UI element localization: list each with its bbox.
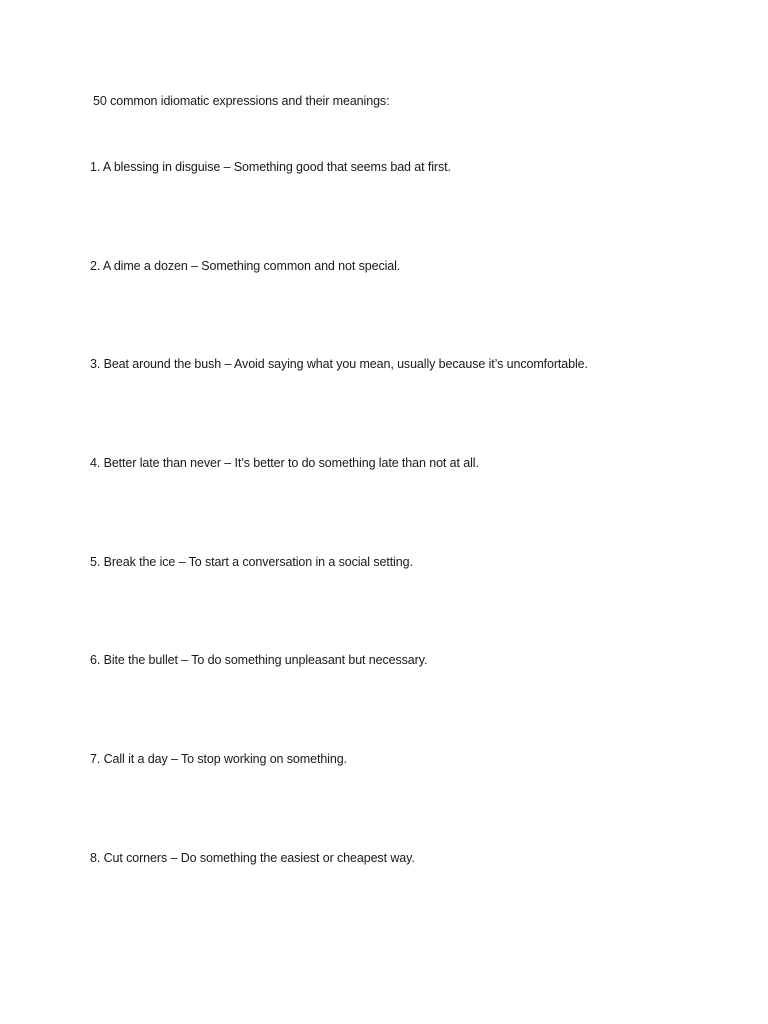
list-item: 4. Better late than never – It’s better to do something late than not at all. [90, 456, 479, 471]
list-item: 1. A blessing in disguise – Something good that seems bad at first. [90, 160, 451, 174]
list-item: 8. Cut corners – Do something the easiest or cheapest way. [90, 850, 415, 865]
document-heading: 50 common idiomatic expressions and their meanings: [93, 94, 390, 108]
list-item: 5. Break the ice – To start a conversation in a social setting. [90, 554, 413, 569]
idiom-list [90, 160, 588, 950]
list-item: 7. Call it a day – To stop working on something. [90, 752, 347, 767]
list-item: 6. Bite the bullet – To do something unpleasant but necessary. [90, 653, 428, 668]
list-item: 3. Beat around the bush – Avoid saying what you mean, usually because it’s uncomfortable. [90, 357, 588, 372]
list-item: 2. A dime a dozen – Something common and not special. [90, 258, 401, 273]
